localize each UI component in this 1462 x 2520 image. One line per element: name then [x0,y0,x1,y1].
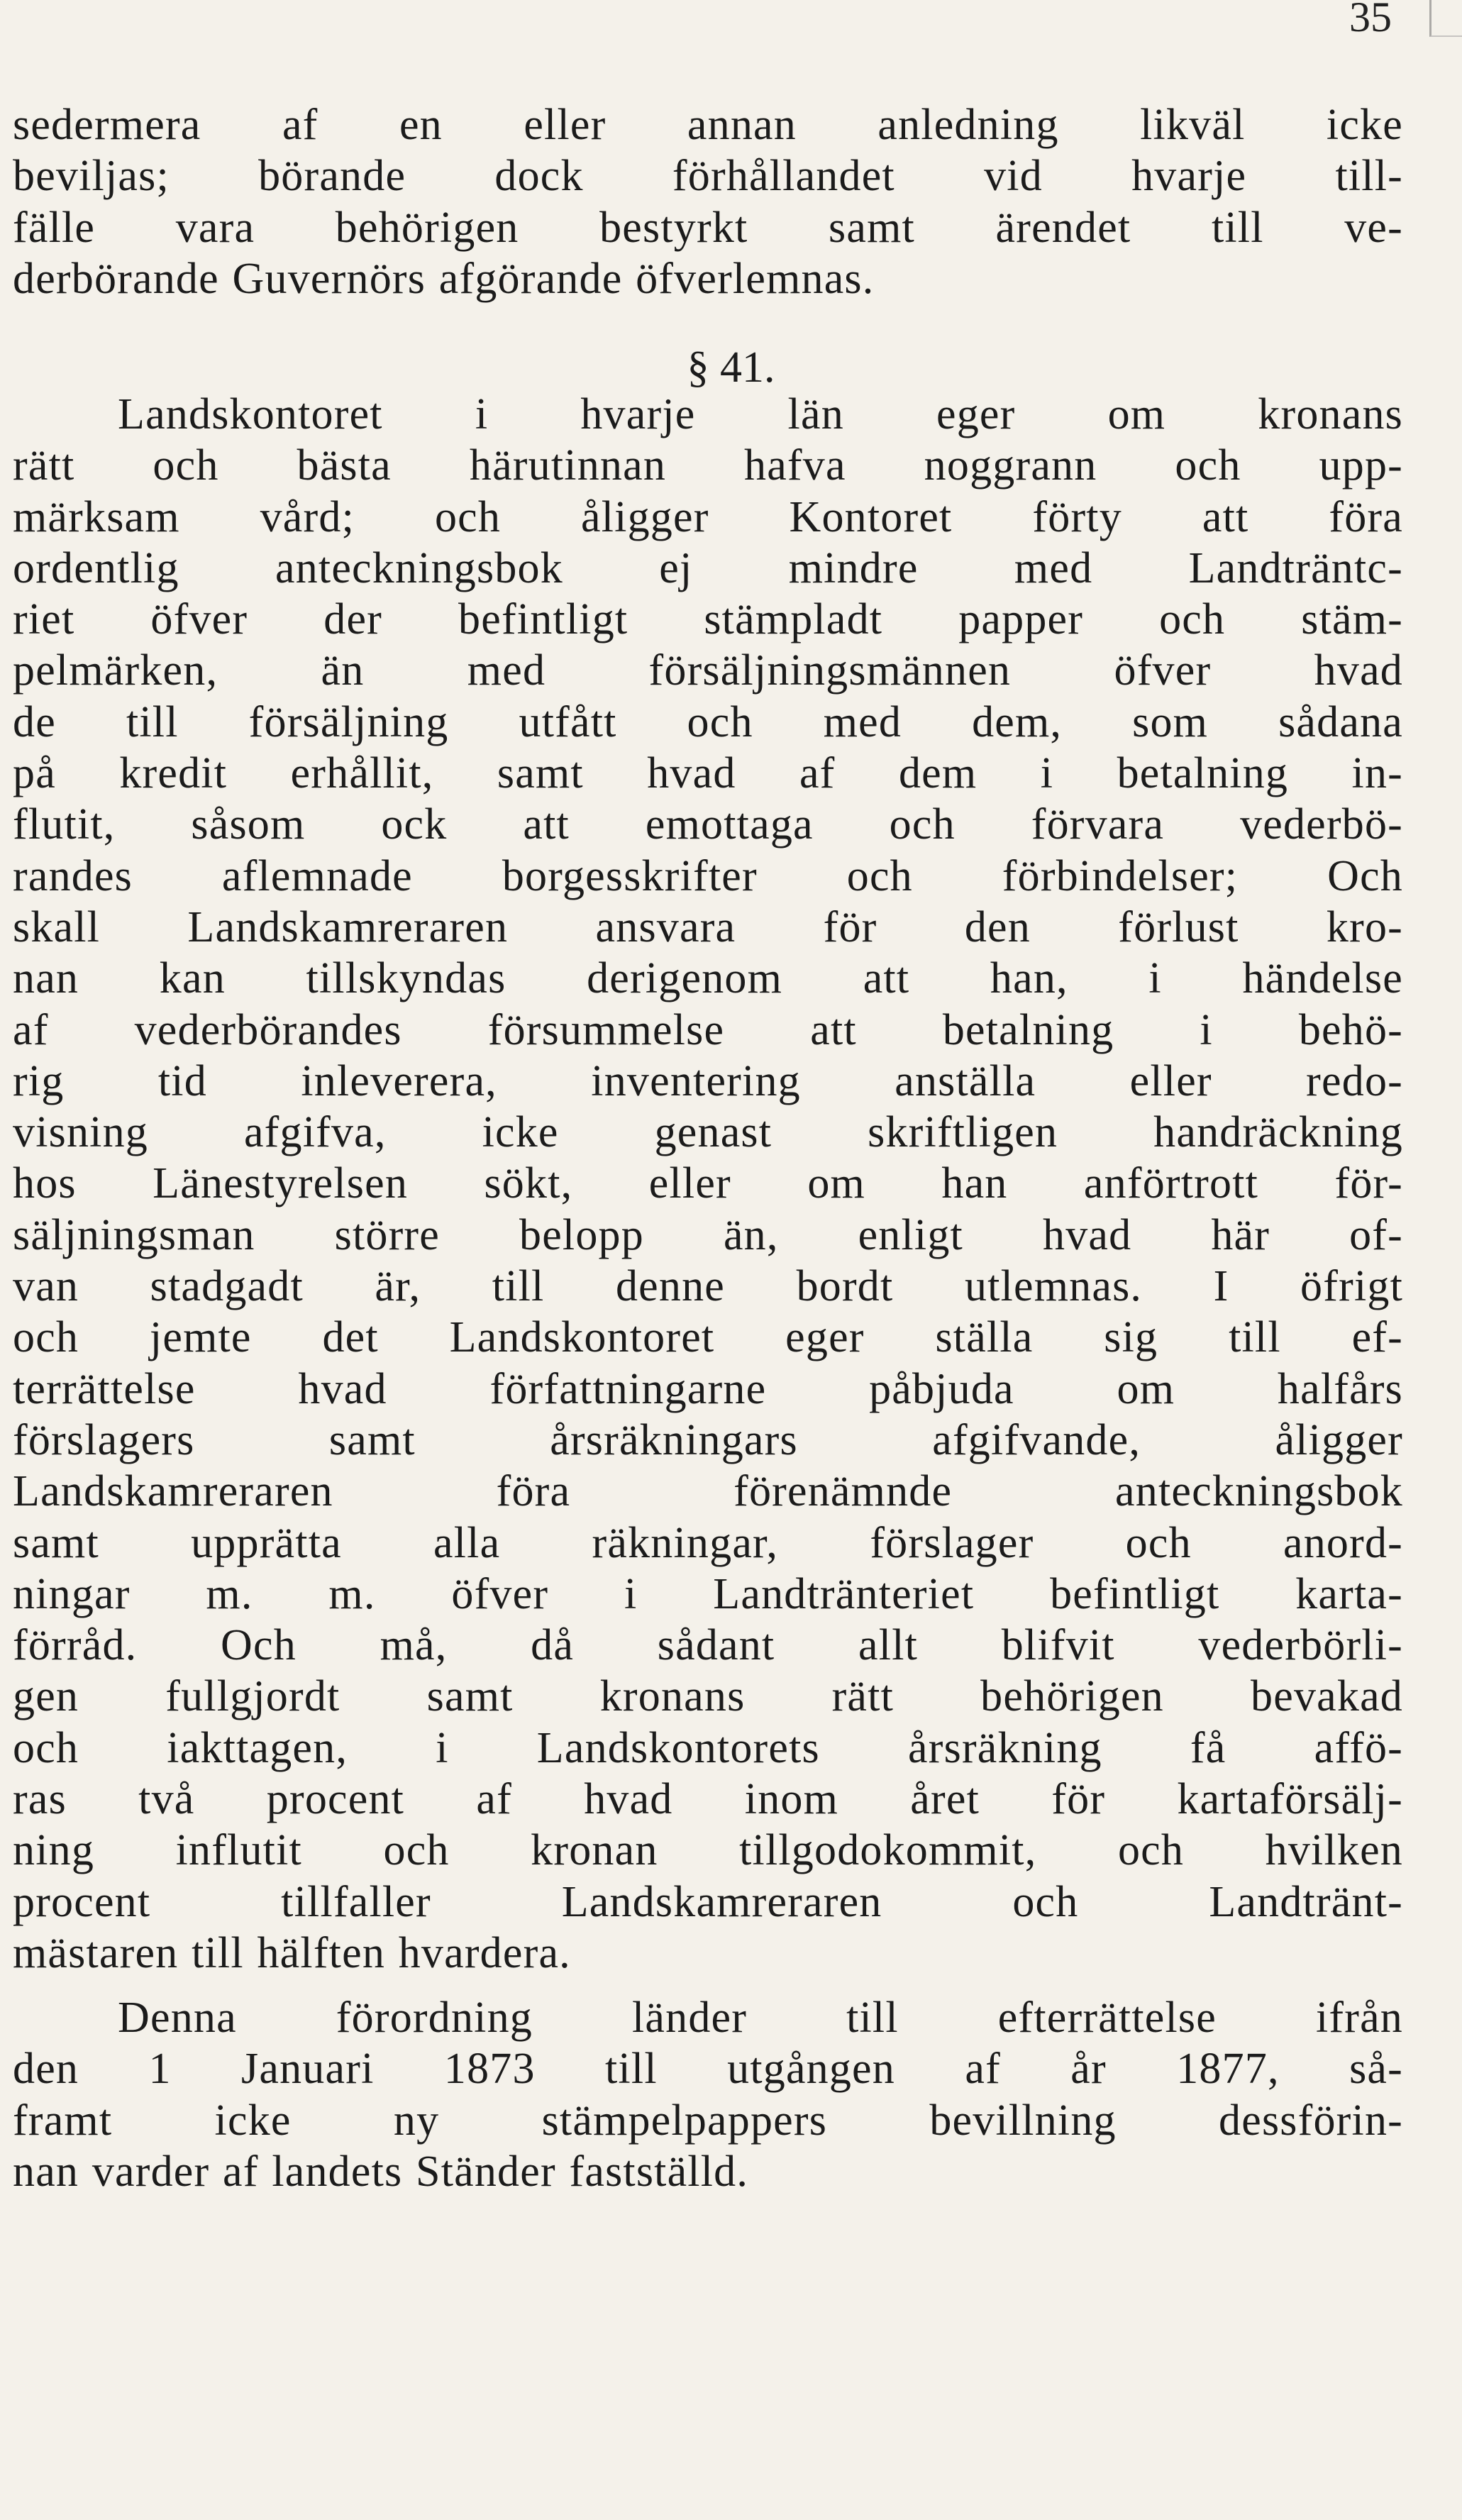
text-line: nan varder af landets Ständer fastställd. [13,2147,749,2196]
text-line: ordentlig anteckningsbok ej mindre med Landträntc- [13,543,1403,592]
section-heading: § 41. [687,343,775,392]
text-line: Landskontoret i hvarje län eger om kronans [118,390,1403,438]
text-line: flutit, såsom ock att emottaga och förvara vederbö- [13,800,1403,849]
page-number: 35 [1349,0,1392,40]
paragraph-lines [13,389,1403,1979]
text-line: derbörande Guvernörs afgörande öfverlemnas. [13,254,875,303]
text-line: nan kan tillskyndas derigenom att han, i händelse [13,954,1403,1003]
text-line: mästaren till hälften hvardera. [13,1928,571,1977]
text-line: märksam vård; och åligger Kontoret förty att föra [13,492,1403,541]
text-line: ning influtit och kronan tillgodokommit, och hvilken [13,1826,1403,1875]
text-line: sedermera af en eller annan anledning likväl icke [13,101,1403,149]
text-line: förråd. Och må, då sådant allt blifvit vederbörli- [13,1621,1403,1670]
text-line: den 1 Januari 1873 till utgången af år 1877, så- [13,2045,1403,2094]
text-line: beviljas; börande dock förhållandet vid hvarje till- [13,152,1403,201]
text-line: förslagers samt årsräkningars afgifvande, åligger [13,1415,1403,1464]
text-line: Denna förordning länder till efterrättelse ifrån [118,1994,1403,2042]
page-corner-mark [1429,0,1462,37]
text-line: ras två procent af hvad inom året för kartaförsälj- [13,1775,1403,1824]
paragraph-section-41 [13,389,1403,1979]
paragraph-continuation [13,99,1403,304]
text-line: de till försäljning utfått och med dem, som sådana [13,697,1403,746]
paragraph-lines [13,99,1403,304]
text-line: ningar m. m. öfver i Landtränteriet befintligt karta- [13,1569,1403,1618]
text-line: fälle vara behörigen bestyrkt samt ärendet till ve- [13,203,1403,252]
text-line: framt icke ny stämpelpappers bevillning dessförin- [13,2096,1403,2145]
text-line: gen fullgjordt samt kronans rätt behörigen bevakad [13,1672,1403,1721]
text-line: terrättelse hvad författningarne påbjuda om halfårs [13,1364,1403,1413]
text-line: Landskamreraren föra förenämnde anteckningsbok [13,1467,1403,1516]
text-line: van stadgadt är, till denne bordt utlemnas. I öfrigt [13,1262,1403,1311]
text-line: säljningsman större belopp än, enligt hvad här of- [13,1210,1403,1259]
text-line: samt upprätta alla räkningar, förslager och anord- [13,1518,1403,1567]
text-line: af vederbörandes försummelse att betalning i behö- [13,1005,1403,1054]
text-line: riet öfver der befintligt stämpladt papper och stäm- [13,595,1403,644]
text-line: hos Länestyrelsen sökt, eller om han anförtrott för- [13,1159,1403,1208]
text-line: visning afgifva, icke genast skriftligen handräckning [13,1108,1403,1157]
text-line: rätt och bästa härutinnan hafva noggrann och upp- [13,441,1403,490]
text-line: procent tillfaller Landskamreraren och Landtränt- [13,1877,1403,1926]
text-line: skall Landskamreraren ansvara för den förlust kro- [13,902,1403,951]
paragraph-lines [13,1992,1403,2197]
paragraph-final-provision [13,1992,1403,2197]
text-line: på kredit erhållit, samt hvad af dem i betalning in- [13,749,1403,798]
text-line: rig tid inleverera, inventering anställa eller redo- [13,1056,1403,1105]
text-line: och iakttagen, i Landskontorets årsräkning få affö- [13,1723,1403,1772]
text-line: pelmärken, än med försäljningsmännen öfver hvad [13,646,1403,695]
text-line: och jemte det Landskontoret eger ställa sig till ef- [13,1313,1403,1362]
text-line: randes aflemnade borgesskrifter och förbindelser; Och [13,851,1403,900]
